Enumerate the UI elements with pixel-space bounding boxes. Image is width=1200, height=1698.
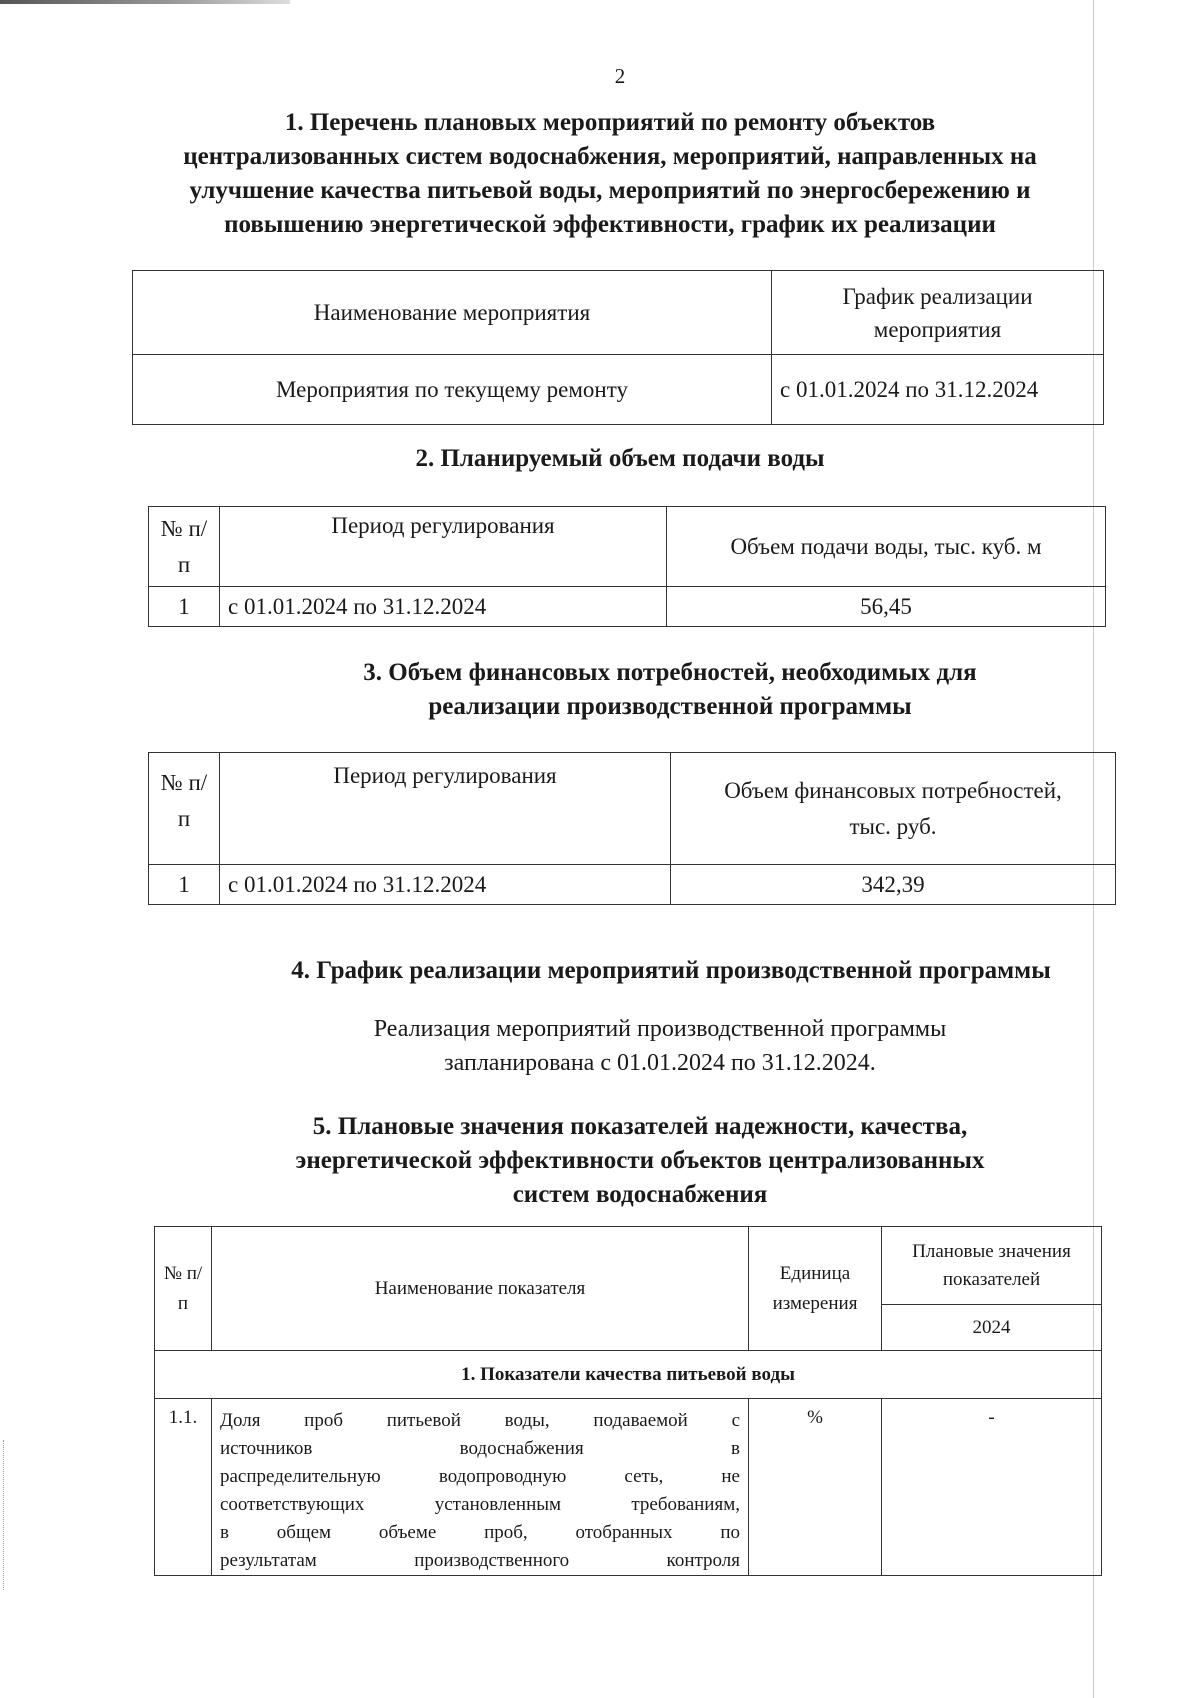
activities-table: [132, 270, 1104, 425]
section1-title-line: 1. Перечень плановых мероприятий по ремонту объектов: [284, 109, 936, 136]
cell-value: -: [882, 1399, 1102, 1576]
scan-edge-mark: [0, 0, 290, 4]
cell-schedule: с 01.01.2024 по 31.12.2024: [772, 355, 1104, 425]
indicator-name-line: в общем объеме проб, отобранных по: [220, 1522, 740, 1543]
header-water-volume: Объем подачи воды, тыс. куб. м: [667, 507, 1106, 587]
table-header-row: [155, 1227, 1102, 1305]
section3-title-line: реализации производственной программы: [428, 693, 912, 720]
section5-title-line: 5. Плановые значения показателей надежности, качества,: [312, 1113, 968, 1140]
header-schedule: График реализации мероприятия: [772, 271, 1104, 355]
table-group-row: [155, 1351, 1102, 1399]
indicator-name-line: результатам производственного контроля: [220, 1550, 740, 1571]
cell-financial-needs: 342,39: [671, 865, 1116, 905]
indicator-name-line: соответствующих установленным требованиям,: [220, 1494, 740, 1515]
cell-period: с 01.01.2024 по 31.12.2024: [220, 587, 667, 627]
section4-text-line: запланирована с 01.01.2024 по 31.12.2024.: [444, 1050, 876, 1076]
cell-period: с 01.01.2024 по 31.12.2024: [220, 865, 671, 905]
header-unit: Единица измерения: [749, 1227, 882, 1351]
table-header-row: [149, 753, 1116, 865]
cell-indicator-name: [212, 1399, 749, 1576]
section4-text: [220, 1012, 1100, 1080]
header-indicator-name: Наименование показателя: [212, 1227, 749, 1351]
table-row: [155, 1399, 1102, 1576]
section5-title-line: энергетической эффективности объектов централизованных: [295, 1147, 985, 1174]
table-header-row: [133, 271, 1104, 355]
group-title: 1. Показатели качества питьевой воды: [155, 1351, 1102, 1399]
section2-title: 2. Планируемый объем подачи воды: [415, 445, 825, 472]
indicator-name-line: источников водоснабжения в: [220, 1438, 740, 1459]
indicator-name-line: распределительную водопроводную сеть, не: [220, 1466, 740, 1487]
section3-title-line: 3. Объем финансовых потребностей, необходимых для: [363, 659, 977, 686]
indicators-table: [154, 1226, 1102, 1576]
scan-edge-specks: [3, 1440, 5, 1590]
section1-title-line: повышению энергетической эффективности, график их реализации: [224, 211, 996, 238]
cell-number: 1: [149, 865, 220, 905]
section1-title-line: централизованных систем водоснабжения, мероприятий, направленных на: [183, 143, 1037, 170]
section4-text-line: Реализация мероприятий производственной программы: [373, 1016, 947, 1042]
header-activity-name: Наименование мероприятия: [133, 271, 772, 355]
table-row: [149, 587, 1106, 627]
header-period: Период регулирования: [220, 753, 671, 865]
header-number: № п/п: [149, 507, 220, 587]
section4-title: 4. График реализации мероприятий производственной программы: [291, 957, 1051, 984]
page-number: 2: [614, 64, 626, 88]
section1-title: [120, 106, 1100, 242]
water-volume-table: [148, 506, 1106, 627]
table-row: [133, 355, 1104, 425]
header-number: № п/п: [155, 1227, 212, 1351]
financial-needs-table: [148, 752, 1116, 905]
section5-title: [240, 1110, 1040, 1212]
header-financial-needs: Объем финансовых потребностей, тыс. руб.: [671, 753, 1116, 865]
table-header-row: [149, 507, 1106, 587]
header-planned-values: Плановые значения показателей: [882, 1227, 1102, 1305]
cell-unit: %: [749, 1399, 882, 1576]
header-period: Период регулирования: [220, 507, 667, 587]
section3-title: [300, 656, 1040, 724]
cell-activity-name: Мероприятия по текущему ремонту: [133, 355, 772, 425]
section5-title-line: систем водоснабжения: [512, 1181, 768, 1208]
table-row: [149, 865, 1116, 905]
cell-water-volume: 56,45: [667, 587, 1106, 627]
section1-title-line: улучшение качества питьевой воды, мероприятий по энергосбережению и: [189, 177, 1031, 204]
header-number: № п/п: [149, 753, 220, 865]
header-year: 2024: [882, 1305, 1102, 1351]
cell-number: 1: [149, 587, 220, 627]
indicator-name-line: Доля проб питьевой воды, подаваемой с: [220, 1410, 740, 1431]
cell-number: 1.1.: [155, 1399, 212, 1576]
